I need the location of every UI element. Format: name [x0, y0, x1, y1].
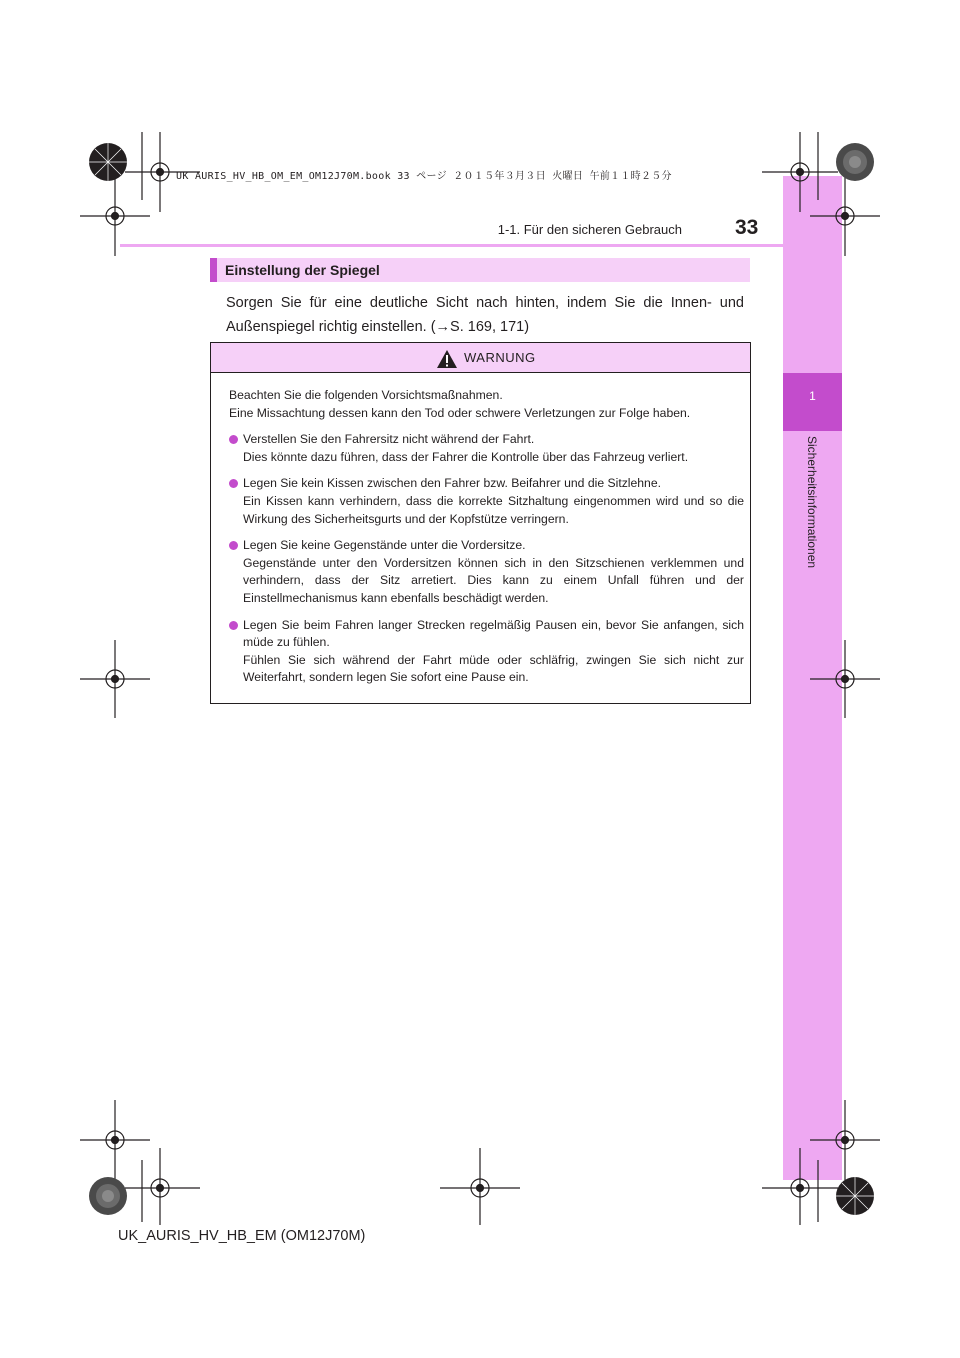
warning-item-text: Dies könnte dazu führen, dass der Fahrer die Kontrolle über das Fahrzeug verliert. — [243, 449, 689, 464]
warning-item — [229, 431, 744, 466]
warning-item — [229, 617, 744, 687]
warning-item — [229, 537, 744, 607]
warning-item-text: Ein Kissen kann verhindern, dass die korrekte Sitzhaltung eingenommen wird und so die Wirkung des Sicherheitsgurts und der Kopfstütze verringern. — [243, 493, 744, 526]
subsection-title-bar — [210, 258, 750, 282]
crosshair-target-icon — [80, 640, 150, 718]
page-number: 33 — [735, 216, 759, 239]
warning-item-text: Fühlen Sie sich während der Fahrt müde oder schläfrig, zwingen Sie sich nicht zur Weiterfahrt, sondern legen Sie sofort eine Pause ein. — [243, 652, 744, 685]
warning-intro-line2: Eine Missachtung dessen kann den Tod oder schwere Verletzungen zur Folge haben. — [229, 405, 691, 420]
warning-item-title: Legen Sie beim Fahren langer Strecken regelmäßig Pausen ein, bevor Sie anfangen, sich müde zu fühlen. — [243, 617, 744, 650]
chapter-title: Sicherheitsinformationen — [805, 436, 819, 569]
warning-item — [229, 475, 744, 528]
bullet-icon — [229, 541, 238, 550]
warning-box — [210, 342, 751, 704]
warning-item-title: Legen Sie kein Kissen zwischen den Fahrer bzw. Beifahrer und die Sitzlehne. — [243, 476, 662, 491]
warning-intro-line1: Beachten Sie die folgenden Vorsichtsmaßnahmen. — [229, 388, 503, 402]
chapter-number: 1 — [809, 389, 816, 403]
warning-intro — [229, 387, 744, 422]
footer-document-code: UK_AURIS_HV_HB_EM (OM12J70M) — [118, 1228, 366, 1244]
bullet-icon — [229, 479, 238, 488]
chapter-side-tab — [783, 176, 842, 1180]
bullet-icon — [229, 435, 238, 444]
warning-header — [211, 343, 750, 373]
warning-body — [229, 387, 744, 696]
warning-item-text: Gegenstände unter den Vordersitzen können sich in den Sitzschienen verklemmen und verhindern, dass der Sitz arretiert. Dies kann zu einem Unfall führen und der Einstellmechanismus kann ebenfalls beschädigt werden. — [243, 555, 744, 605]
warning-item-title: Legen Sie keine Gegenstände unter die Vordersitze. — [243, 538, 526, 553]
bullet-icon — [229, 621, 238, 630]
section-heading: 1-1. Für den sicheren Gebrauch — [497, 222, 682, 237]
crosshair-target-icon — [125, 1148, 200, 1225]
starburst-disc-icon — [836, 1177, 874, 1215]
warning-triangle-icon — [436, 349, 458, 369]
warning-label: WARNUNG — [464, 350, 536, 365]
starburst-disc-icon — [89, 1177, 127, 1215]
starburst-disc-icon — [89, 143, 127, 181]
chapter-number-block — [783, 373, 842, 431]
warning-item-title: Verstellen Sie den Fahrersitz nicht während der Fahrt. — [243, 432, 535, 447]
crosshair-target-icon — [440, 1148, 520, 1225]
intro-paragraph: Sorgen Sie für eine deutliche Sicht nach hinten, indem Sie die Innen- und Außenspiegel richtig einstellen. (→S. 169, 171) — [226, 295, 744, 335]
file-stamp: UK AURIS_HV_HB_OM_EM_OM12J70M.book 33 ページ ２０１５年３月３日 火曜日 午前１１時２５分 — [176, 171, 672, 182]
crosshair-target-icon — [80, 1100, 150, 1180]
header-rule — [120, 244, 783, 247]
subsection-title: Einstellung der Spiegel — [225, 262, 380, 278]
